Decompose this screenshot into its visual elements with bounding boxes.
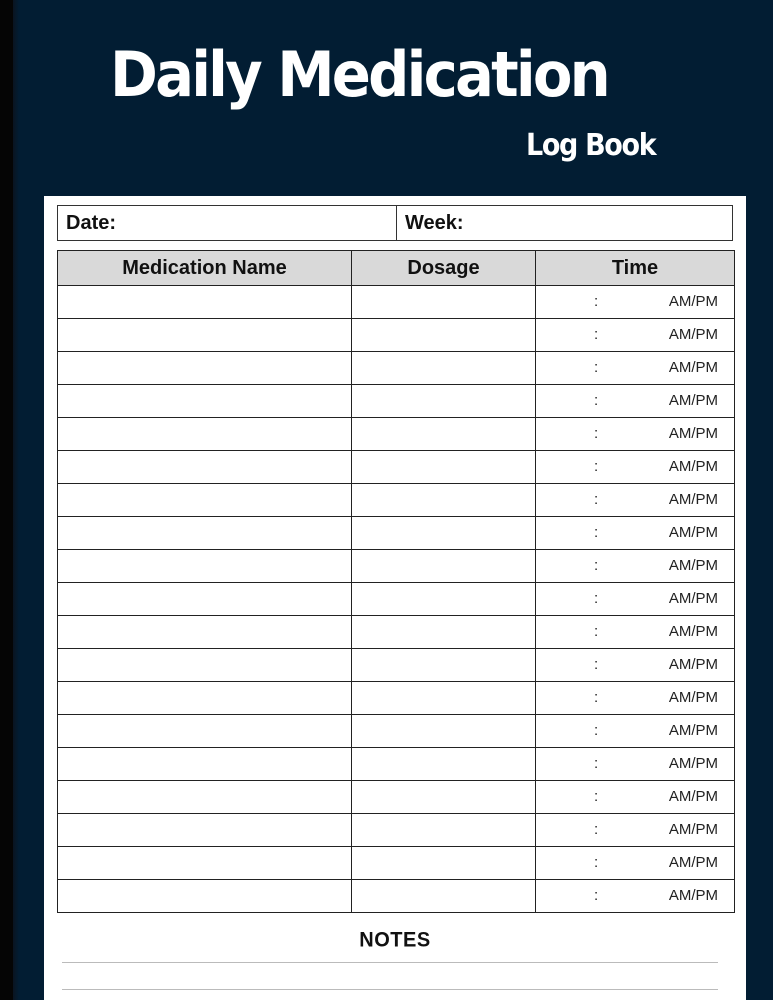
table-row (58, 715, 735, 748)
time-separator: : (594, 656, 599, 673)
medication-name-cell[interactable] (58, 748, 352, 781)
dosage-cell[interactable] (352, 781, 536, 814)
table-row (58, 517, 735, 550)
medication-name-cell[interactable] (58, 517, 352, 550)
medication-name-cell[interactable] (58, 682, 352, 715)
dosage-cell[interactable] (352, 682, 536, 715)
medication-name-cell[interactable] (58, 649, 352, 682)
dosage-cell[interactable] (352, 286, 536, 319)
table-body (58, 286, 735, 913)
am-pm-label: AM/PM (668, 590, 718, 607)
dosage-cell[interactable] (352, 880, 536, 913)
time-cell[interactable] (536, 847, 735, 880)
medication-name-cell[interactable] (58, 847, 352, 880)
medication-name-cell[interactable] (58, 550, 352, 583)
cover-title: Daily Medication (110, 38, 608, 111)
medication-name-cell[interactable] (58, 352, 352, 385)
time-separator: : (594, 326, 599, 343)
week-label: Week: (405, 211, 464, 234)
am-pm-label: AM/PM (668, 689, 718, 706)
time-cell[interactable] (536, 451, 735, 484)
time-separator: : (594, 887, 599, 904)
am-pm-label: AM/PM (668, 458, 718, 475)
dosage-cell[interactable] (352, 550, 536, 583)
table-row (58, 880, 735, 913)
am-pm-label: AM/PM (668, 755, 718, 772)
time-cell[interactable] (536, 880, 735, 913)
dosage-cell[interactable] (352, 319, 536, 352)
dosage-cell[interactable] (352, 616, 536, 649)
table-row (58, 847, 735, 880)
log-page (44, 196, 746, 1000)
am-pm-label: AM/PM (668, 392, 718, 409)
am-pm-label: AM/PM (668, 656, 718, 673)
medication-name-cell[interactable] (58, 616, 352, 649)
table-row (58, 583, 735, 616)
table-row (58, 649, 735, 682)
table-row (58, 451, 735, 484)
time-cell[interactable] (536, 583, 735, 616)
time-separator: : (594, 359, 599, 376)
medication-name-cell[interactable] (58, 451, 352, 484)
am-pm-label: AM/PM (668, 359, 718, 376)
time-separator: : (594, 491, 599, 508)
time-separator: : (594, 788, 599, 805)
time-cell[interactable] (536, 781, 735, 814)
table-row (58, 484, 735, 517)
spine-shadow (13, 0, 19, 1000)
time-cell[interactable] (536, 484, 735, 517)
am-pm-label: AM/PM (668, 524, 718, 541)
dosage-cell[interactable] (352, 715, 536, 748)
medication-name-cell[interactable] (58, 715, 352, 748)
am-pm-label: AM/PM (668, 293, 718, 310)
table-row (58, 682, 735, 715)
am-pm-label: AM/PM (668, 557, 718, 574)
am-pm-label: AM/PM (668, 623, 718, 640)
medication-name-cell[interactable] (58, 781, 352, 814)
table-header-row (58, 251, 735, 286)
medication-name-cell[interactable] (58, 583, 352, 616)
time-separator: : (594, 689, 599, 706)
dosage-cell[interactable] (352, 385, 536, 418)
am-pm-label: AM/PM (668, 326, 718, 343)
time-cell[interactable] (536, 418, 735, 451)
notes-heading: NOTES (359, 928, 431, 952)
date-week-box (57, 205, 733, 241)
time-separator: : (594, 425, 599, 442)
medication-name-cell[interactable] (58, 484, 352, 517)
medication-name-cell[interactable] (58, 385, 352, 418)
table-row (58, 319, 735, 352)
table-row (58, 418, 735, 451)
table-row (58, 748, 735, 781)
time-cell[interactable] (536, 748, 735, 781)
time-cell[interactable] (536, 286, 735, 319)
table-row (58, 781, 735, 814)
time-separator: : (594, 623, 599, 640)
column-header-medication-name: Medication Name (58, 251, 352, 286)
notes-line (62, 962, 718, 963)
dosage-cell[interactable] (352, 484, 536, 517)
book-spine (0, 0, 13, 1000)
time-separator: : (594, 557, 599, 574)
week-field (397, 206, 732, 240)
medication-name-cell[interactable] (58, 814, 352, 847)
dosage-cell[interactable] (352, 847, 536, 880)
table-row (58, 286, 735, 319)
dosage-cell[interactable] (352, 451, 536, 484)
time-cell[interactable] (536, 517, 735, 550)
dosage-cell[interactable] (352, 352, 536, 385)
dosage-cell[interactable] (352, 748, 536, 781)
time-cell[interactable] (536, 814, 735, 847)
medication-name-cell[interactable] (58, 286, 352, 319)
time-separator: : (594, 392, 599, 409)
am-pm-label: AM/PM (668, 722, 718, 739)
time-separator: : (594, 524, 599, 541)
medication-table (57, 250, 735, 913)
dosage-cell[interactable] (352, 649, 536, 682)
time-cell[interactable] (536, 715, 735, 748)
time-cell[interactable] (536, 649, 735, 682)
cover-subtitle: Log Book (526, 128, 656, 163)
am-pm-label: AM/PM (668, 788, 718, 805)
table-row (58, 352, 735, 385)
time-cell[interactable] (536, 616, 735, 649)
am-pm-label: AM/PM (668, 491, 718, 508)
time-cell[interactable] (536, 352, 735, 385)
time-separator: : (594, 590, 599, 607)
time-separator: : (594, 458, 599, 475)
medication-name-cell[interactable] (58, 880, 352, 913)
time-separator: : (594, 293, 599, 310)
dosage-cell[interactable] (352, 517, 536, 550)
notes-line (62, 989, 718, 990)
time-separator: : (594, 821, 599, 838)
time-cell[interactable] (536, 319, 735, 352)
table-row (58, 814, 735, 847)
time-separator: : (594, 755, 599, 772)
table-row (58, 550, 735, 583)
medication-name-cell[interactable] (58, 418, 352, 451)
time-cell[interactable] (536, 550, 735, 583)
table-row (58, 616, 735, 649)
dosage-cell[interactable] (352, 418, 536, 451)
am-pm-label: AM/PM (668, 854, 718, 871)
am-pm-label: AM/PM (668, 425, 718, 442)
am-pm-label: AM/PM (668, 887, 718, 904)
time-separator: : (594, 722, 599, 739)
date-field (58, 206, 397, 240)
time-cell[interactable] (536, 682, 735, 715)
date-label: Date: (66, 211, 117, 234)
time-cell[interactable] (536, 385, 735, 418)
medication-name-cell[interactable] (58, 319, 352, 352)
dosage-cell[interactable] (352, 814, 536, 847)
column-header-time: Time (536, 251, 735, 286)
am-pm-label: AM/PM (668, 821, 718, 838)
column-header-dosage: Dosage (352, 251, 536, 286)
dosage-cell[interactable] (352, 583, 536, 616)
table-row (58, 385, 735, 418)
time-separator: : (594, 854, 599, 871)
